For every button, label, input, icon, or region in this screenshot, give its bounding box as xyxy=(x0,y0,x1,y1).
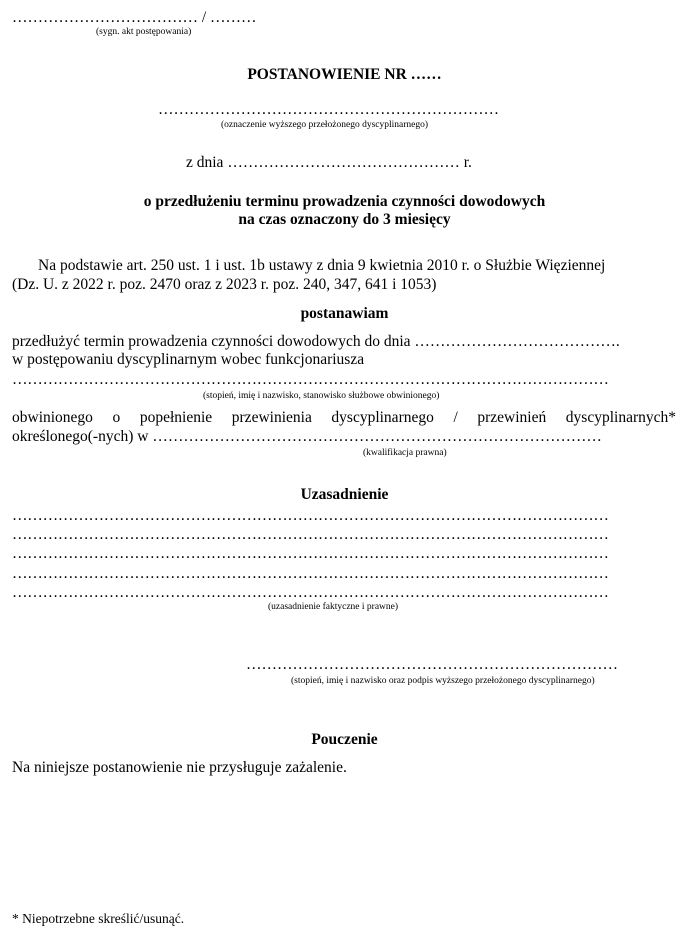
date-line: z dnia ……………………………………… r. xyxy=(186,154,472,171)
superior-line: ………………………………………………………… xyxy=(158,101,499,118)
legal-basis-line-2: (Dz. U. z 2022 r. poz. 2470 oraz z 2023 r. poz. 240, 347, 641 i 1053) xyxy=(12,276,437,293)
decision-line-5: określonego(-nych) w …………………………………………………………………………… xyxy=(12,428,602,445)
justification-line: ……………………………………………………………………………………………………… xyxy=(12,584,609,601)
document-title: POSTANOWIENIE NR …… xyxy=(247,66,442,83)
subject-line-2: na czas oznaczony do 3 miesięcy xyxy=(238,211,451,228)
accused-officer-line: ……………………………………………………………………………………………………… xyxy=(12,371,609,388)
justification-line: ……………………………………………………………………………………………………… xyxy=(12,565,609,582)
signature-line: ……………………………………………………………… xyxy=(246,656,618,673)
justification-line: ……………………………………………………………………………………………………… xyxy=(12,526,609,543)
footnote: * Niepotrzebne skreślić/usunąć. xyxy=(12,911,185,926)
legal-basis-line-1: Na podstawie art. 250 ust. 1 i ust. 1b ustawy z dnia 9 kwietnia 2010 r. o Służbie Więziennej xyxy=(38,257,606,274)
justification-line: ……………………………………………………………………………………………………… xyxy=(12,545,609,562)
superior-caption: (oznaczenie wyższego przełożonego dyscyplinarnego) xyxy=(221,120,429,130)
legal-qualification-caption: (kwalifikacja prawna) xyxy=(363,448,447,458)
justification-heading: Uzasadnienie xyxy=(300,486,389,503)
case-number-caption: (sygn. akt postępowania) xyxy=(96,27,192,37)
decision-line-1: przedłużyć termin prowadzenia czynności dowodowych do dnia …………………………………. xyxy=(12,333,620,350)
accused-officer-caption: (stopień, imię i nazwisko, stanowisko służbowe obwinionego) xyxy=(203,391,440,401)
subject-line-1: o przedłużeniu terminu prowadzenia czynności dowodowych xyxy=(143,193,546,210)
justification-line: ……………………………………………………………………………………………………… xyxy=(12,507,609,524)
instruction-text: Na niniejsze postanowienie nie przysługuje zażalenie. xyxy=(12,759,347,776)
justification-caption: (uzasadnienie faktyczne i prawne) xyxy=(268,602,399,612)
case-number-line: ……………………………… / ……… xyxy=(12,9,257,26)
instruction-heading: Pouczenie xyxy=(311,731,378,748)
decision-line-2: w postępowaniu dyscyplinarnym wobec funkcjonariusza xyxy=(12,351,365,368)
decision-line-4: obwinionego o popełnienie przewinienia dyscyplinarnego / przewinień dyscyplinarnych* xyxy=(12,409,676,426)
signature-caption: (stopień, imię i nazwisko oraz podpis wyższego przełożonego dyscyplinarnego) xyxy=(291,676,595,686)
decision-heading: postanawiam xyxy=(300,305,389,322)
